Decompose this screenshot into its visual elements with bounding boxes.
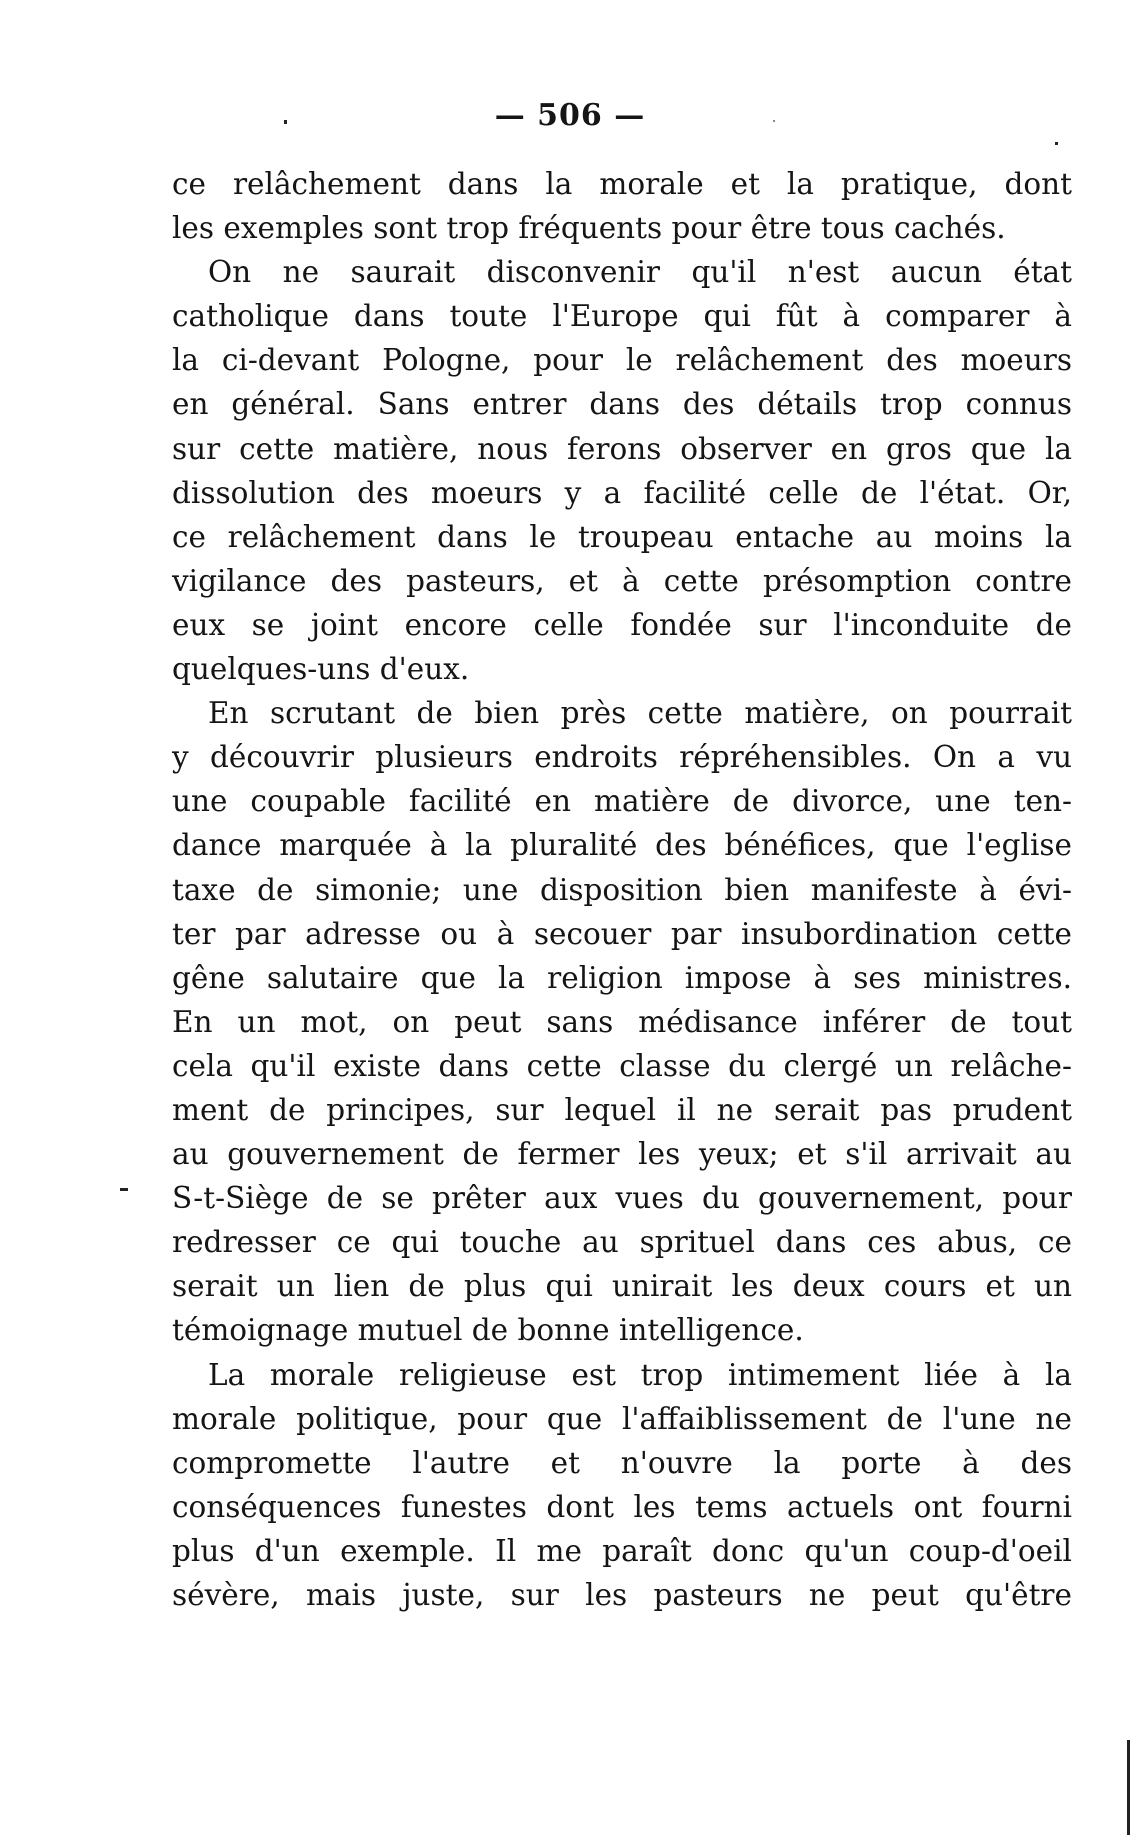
text-line: ment de principes, sur lequel il ne serait pas prudent (172, 1092, 1072, 1127)
text-line: eux se joint encore celle fondée sur l'inconduite de (172, 607, 1072, 642)
text-line: cela qu'il existe dans cette classe du clergé un relâche- (172, 1048, 1072, 1083)
text-line: ter par adresse ou à secouer par insubordination cette (172, 916, 1072, 951)
page-number: — 506 — (494, 98, 646, 133)
text-line: témoignage mutuel de bonne intelligence. (172, 1313, 804, 1348)
text-line: au gouvernement de fermer les yeux; et s'il arrivait au (172, 1137, 1072, 1172)
text-line: quelques-uns d'eux. (172, 652, 470, 687)
page-edge-line (1127, 1740, 1130, 1835)
text-line: catholique dans toute l'Europe qui fût à comparer à (172, 299, 1072, 334)
ink-speck (773, 120, 775, 122)
margin-mark (120, 1188, 128, 1191)
text-line: En scrutant de bien près cette matière, on pourrait (208, 696, 1072, 731)
text-line: On ne saurait disconvenir qu'il n'est aucun état (208, 255, 1072, 290)
text-line: gêne salutaire que la religion impose à ses ministres. (172, 960, 1072, 995)
text-line: vigilance des pasteurs, et à cette présomption contre (172, 563, 1072, 598)
text-line: morale politique, pour que l'affaiblissement de l'une ne (172, 1401, 1072, 1436)
text-line: y découvrir plusieurs endroits répréhensibles. On a vu (172, 740, 1072, 775)
text-line: une coupable facilité en matière de divorce, une ten- (172, 784, 1072, 819)
text-line: sur cette matière, nous ferons observer en gros que la (172, 431, 1072, 466)
text-line: La morale religieuse est trop intimement liée à la (208, 1357, 1072, 1392)
text-line: ce relâchement dans le troupeau entache au moins la (172, 519, 1072, 554)
text-line: sévère, mais juste, sur les pasteurs ne peut qu'être (172, 1578, 1072, 1612)
text-line: les exemples sont trop fréquents pour être tous cachés. (172, 211, 1006, 246)
text-line: dance marquée à la pluralité des bénéfices, que l'eglise (172, 828, 1072, 863)
text-line: compromette l'autre et n'ouvre la porte à des (172, 1445, 1072, 1480)
text-line: ce relâchement dans la morale et la pratique, dont (172, 167, 1072, 201)
text-line: redresser ce qui touche au sprituel dans ces abus, ce (172, 1225, 1072, 1260)
text-line: taxe de simonie; une disposition bien manifeste à évi- (172, 872, 1072, 907)
ink-speck (284, 120, 287, 124)
text-line: En un mot, on peut sans médisance inférer de tout (172, 1004, 1072, 1039)
text-line: conséquences funestes dont les tems actuels ont fourni (172, 1489, 1072, 1524)
text-line: plus d'un exemple. Il me paraît donc qu'un coup-d'oeil (172, 1533, 1072, 1568)
ink-speck (1055, 142, 1058, 145)
text-line: la ci-devant Pologne, pour le relâchement des moeurs (172, 343, 1072, 378)
text-line: serait un lien de plus qui unirait les deux cours et un (172, 1269, 1072, 1304)
text-line: dissolution des moeurs y a facilité celle de l'état. Or, (172, 475, 1072, 510)
text-line: en général. Sans entrer dans des détails trop connus (172, 387, 1072, 422)
text-line: S-t-Siège de se prêter aux vues du gouvernement, pour (172, 1181, 1072, 1216)
body-text (172, 162, 1072, 1617)
